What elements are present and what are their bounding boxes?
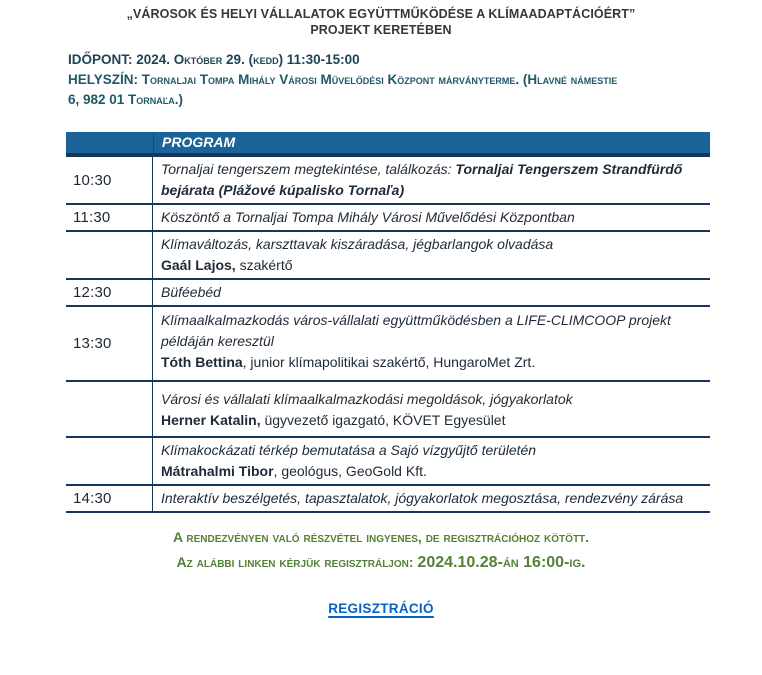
program-time: 12:30 <box>66 280 153 305</box>
program-header-label: PROGRAM <box>162 134 236 150</box>
registration-note: A rendezvényen való részvétel ingyenes, de regisztrációhoz kötött. <box>172 529 590 545</box>
session-title: Köszöntő a Tornaljai Tompa Mihály Városi Művelődési Központban <box>161 209 575 225</box>
speaker-role: ügyvezető igazgató, KÖVET Egyesület <box>260 412 506 428</box>
speaker-line <box>161 255 704 276</box>
event-date-label: IDŐPONT: <box>68 52 133 67</box>
program-row <box>66 305 710 380</box>
speaker-name: Mátrahalmi Tibor <box>161 463 274 479</box>
program-description <box>153 382 710 436</box>
program-time <box>66 438 153 484</box>
program-header-spacer <box>66 132 154 153</box>
registration-deadline-prefix: Az alábbi linken kérjük regisztráljon: <box>176 554 418 570</box>
program-table-header <box>66 132 710 155</box>
page-title-line1: „VÁROSOK ÉS HELYI VÁLLALATOK EGYÜTTMŰKÖDÉSE A KLÍMAADAPTÁCIÓÉRT” <box>126 7 636 21</box>
speaker-role: szakértő <box>235 257 293 273</box>
program-time: 11:30 <box>66 205 153 230</box>
program-description <box>153 205 710 230</box>
program-description <box>153 232 710 278</box>
event-date-line <box>68 50 708 70</box>
program-description <box>153 280 710 305</box>
program-row <box>66 278 710 305</box>
session-title: Klímaváltozás, karszttavak kiszáradása, jégbarlangok olvadása <box>161 236 554 252</box>
program-row <box>66 155 710 203</box>
event-location-value: Tornaljai Tompa Mihály Városi Művelődési Központ márványterme. (Hlavné námestie <box>138 72 618 87</box>
speaker-line <box>161 352 704 373</box>
event-location-line <box>68 70 708 110</box>
session-title: Klímaalkalmazkodás város-vállalati együttműködésben a LIFE-CLIMCOOP projekt példáján keresztül <box>161 312 671 349</box>
program-description <box>153 438 710 484</box>
speaker-line <box>161 410 704 431</box>
program-time <box>66 382 153 436</box>
session-title: Büféebéd <box>161 284 221 300</box>
speaker-line <box>161 461 704 482</box>
program-description <box>153 157 710 203</box>
speaker-role: , junior klímapolitikai szakértő, HungaroMet Zrt. <box>242 354 536 370</box>
program-time: 13:30 <box>66 307 153 380</box>
program-description <box>153 486 710 511</box>
registration-link-row <box>0 600 762 618</box>
registration-link[interactable]: REGISZTRÁCIÓ <box>328 601 434 616</box>
program-row <box>66 230 710 278</box>
event-location-value-2: 6, 982 01 Tornaľa.) <box>68 92 184 107</box>
registration-deadline-line <box>0 551 762 574</box>
program-time: 10:30 <box>66 157 153 203</box>
program-row <box>66 203 710 230</box>
speaker-role: , geológus, GeoGold Kft. <box>273 463 427 479</box>
event-date-value: 2024. Október 29. (kedd) 11:30-15:00 <box>132 52 360 67</box>
session-title: Városi és vállalati klímaalkalmazkodási megoldások, jógyakorlatok <box>161 391 573 407</box>
program-row <box>66 436 710 484</box>
event-location-label: HELYSZÍN: <box>68 72 139 87</box>
program-row <box>66 380 710 436</box>
program-row <box>66 484 710 511</box>
program-time: 14:30 <box>66 486 153 511</box>
session-title: Interaktív beszélgetés, tapasztalatok, jógyakorlatok megosztása, rendezvény zárása <box>161 490 684 506</box>
speaker-name: Herner Katalin, <box>161 412 261 428</box>
page-title-line2: PROJEKT KERETÉBEN <box>310 23 452 37</box>
program-table <box>66 132 710 513</box>
registration-deadline: 2024.10.28-án 16:00-ig. <box>417 554 586 571</box>
program-time <box>66 232 153 278</box>
program-description <box>153 307 710 380</box>
speaker-name: Gaál Lajos, <box>161 257 236 273</box>
speaker-name: Tóth Bettina <box>161 354 243 370</box>
session-title-bold: Tornaljai Tengerszem Strandfürdő bejárata (Plážové kúpalisko Tornaľa) <box>161 161 683 198</box>
event-meta <box>68 50 708 110</box>
session-title: Tornaljai tengerszem megtekintése, találkozás: <box>161 161 456 177</box>
session-title: Klímakockázati térkép bemutatása a Sajó vízgyűjtő területén <box>161 442 537 458</box>
